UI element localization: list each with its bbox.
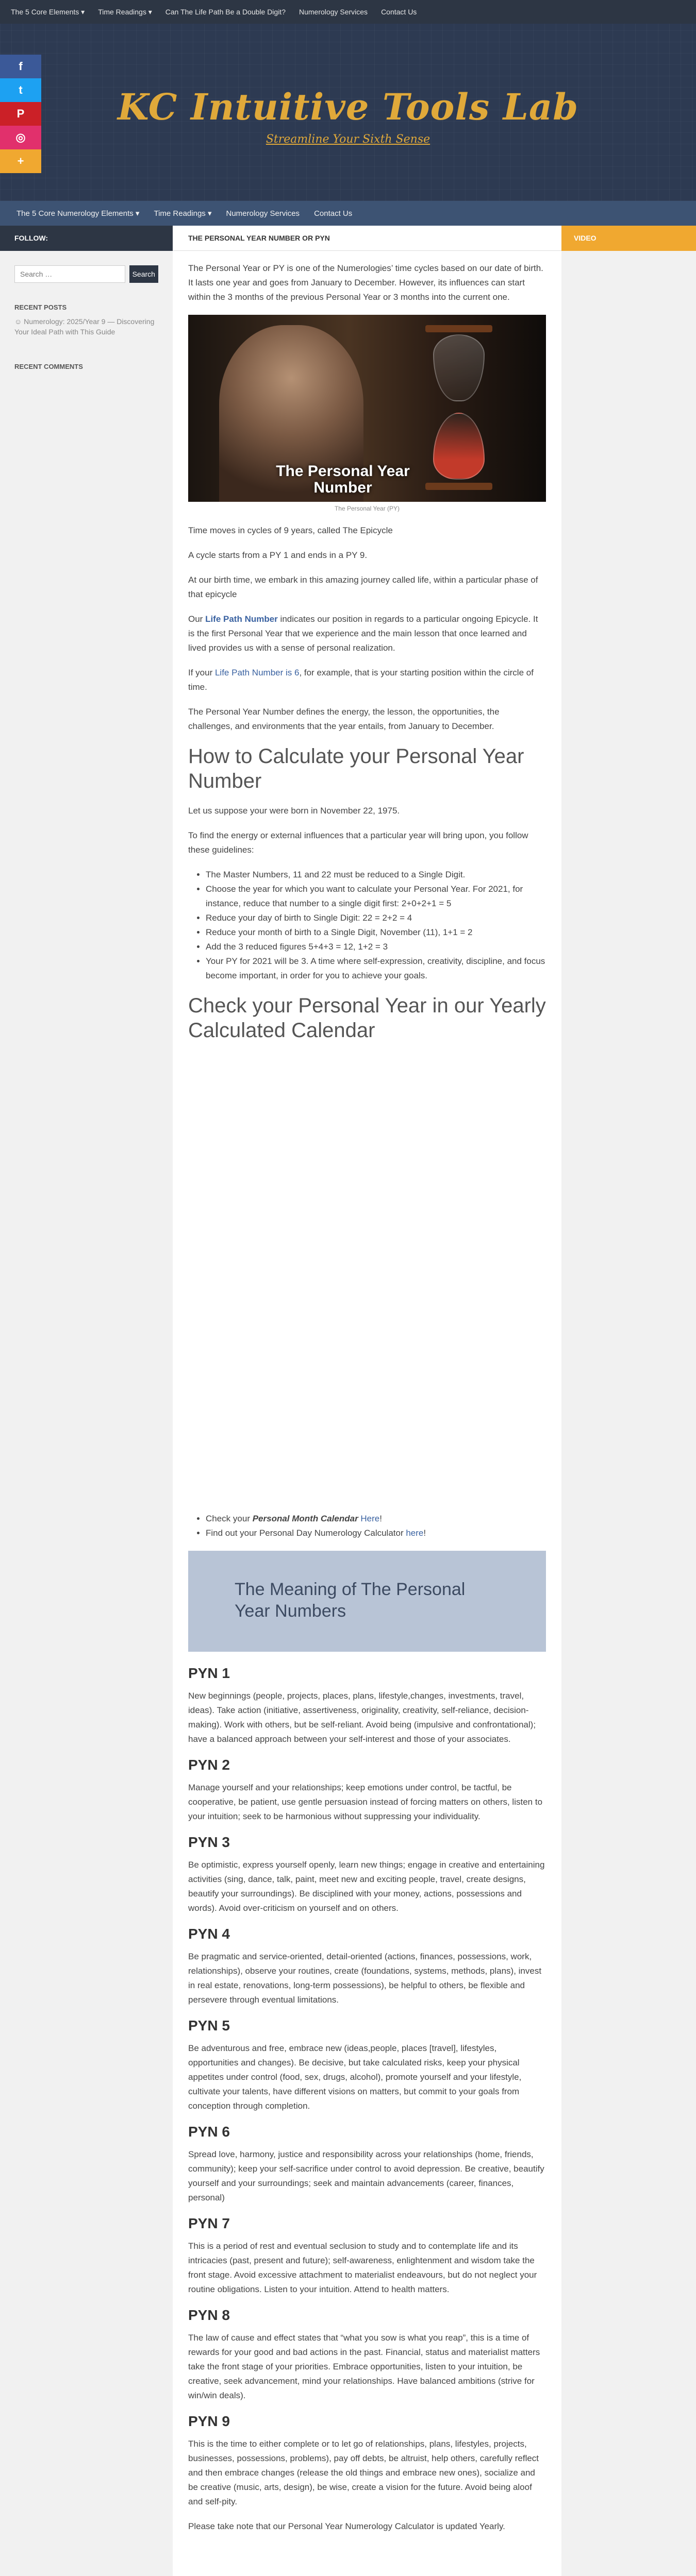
meaning-banner: The Meaning of The Personal Year Numbers: [188, 1551, 546, 1652]
intro-paragraph: The Personal Year or PY is one of the Numerologies’ time cycles based on our date of birth. It lasts one year and goes from January to December. However, its influences can start within the 3 months of the previous Personal Year or 3 months into the current one.: [188, 263, 543, 302]
nav-item-contact[interactable]: Contact Us: [314, 209, 353, 218]
calendar-embed: [188, 1053, 546, 1512]
pyn-heading: PYN 6: [188, 2124, 230, 2140]
list-item: • Reduce your month of birth to a Single Digit, November (11), 1+1 = 2: [206, 925, 546, 940]
check-calendar-heading: Check your Personal Year in our Yearly Calculated Calendar: [188, 994, 546, 1042]
paragraph-guidelines: To find the energy or external influences that a particular year will bring upon, you follow these guidelines:: [188, 831, 528, 855]
pyn-description: Manage yourself and your relationships; keep emotions under control, be tactful, be cooperative, be patient, use gentle persuasion instead of forcing matters on others, listen to your intuition; seek to be harmonious without suppressing your individuality.: [188, 1783, 543, 1821]
nav-item-services[interactable]: Numerology Services: [226, 209, 300, 218]
facebook-icon[interactable]: f: [0, 55, 41, 78]
topnav-item-contact[interactable]: Contact Us: [381, 8, 417, 16]
pyn-description: Spread love, harmony, justice and responsibility across your relationships (home, friends, community); keep your self-sacrifice under control to avoid depression. Be creative, beautify yourself and your surroundings; seek and maintain advancements (career, finances, personal): [188, 2149, 544, 2202]
paragraph-life-path: Our Life Path Number indicates our position in regards to a particular ongoing Epicycle. It is the first Personal Year that we experience and the main lesson that once learned and lived provides us with a sense of personal realization.: [188, 614, 538, 653]
pyn-heading: PYN 7: [188, 2215, 230, 2231]
video-heading: VIDEO: [561, 226, 696, 251]
list-item: • Find out your Personal Day Numerology Calculator here!: [206, 1526, 546, 1540]
list-item: • Your PY for 2021 will be 3. A time where self-expression, creativity, discipline, and focus become important, in order for you to achieve your goals.: [206, 954, 546, 983]
pyn-description: New beginnings (people, projects, places, plans, lifestyle,changes, investments, travel, ideas). Take action (initiative, assertiveness, originality, creativity, self-reliance, decision-making). Work with others, but be self-reliant. Avoid being (impulsive and confrontational); have a balanced approach between your self-interest and those of your associates.: [188, 1691, 536, 1744]
paragraph-epicycle: Time moves in cycles of 9 years, called The Epicycle: [188, 526, 393, 535]
recent-posts-heading: RECENT POSTS: [14, 303, 67, 311]
pyn-heading: PYN 5: [188, 2018, 230, 2033]
life-path-link[interactable]: Life Path Number: [205, 614, 278, 624]
recent-post-link[interactable]: ☺ Numerology: 2025/Year 9 — Discovering Your Ideal Path with This Guide: [14, 317, 155, 336]
recent-comments-heading: RECENT COMMENTS: [14, 363, 83, 370]
right-sidebar: [561, 226, 696, 2576]
pyn-heading: PYN 2: [188, 1757, 230, 1773]
follow-heading: FOLLOW:: [0, 226, 173, 251]
hero-image: [188, 315, 546, 502]
site-tagline[interactable]: Streamline Your Sixth Sense: [266, 133, 430, 146]
topnav-item-services[interactable]: Numerology Services: [299, 8, 368, 16]
share-more-icon[interactable]: +: [0, 149, 41, 173]
hourglass-image: [425, 325, 492, 490]
list-item: • Check your Personal Month Calendar Here!: [206, 1512, 546, 1526]
list-item: • Choose the year for which you want to calculate your Personal Year. For 2021, for instance, reduce that number to a single digit first: 2+0+2+1 = 5: [206, 882, 546, 911]
site-title[interactable]: KC Intuitive Tools Lab: [117, 86, 579, 128]
site-header: [0, 24, 696, 201]
nav-item-time-readings[interactable]: Time Readings ▾: [154, 209, 212, 218]
top-navigation: [0, 0, 696, 24]
twitter-icon[interactable]: t: [0, 78, 41, 102]
links-list: [206, 1512, 546, 1540]
topnav-item-life-path-double[interactable]: Can The Life Path Be a Double Digit?: [165, 8, 286, 16]
hero-title: The Personal Year Number: [276, 463, 410, 496]
list-item: • Add the 3 reduced figures 5+4+3 = 12, 1+2 = 3: [206, 940, 546, 954]
paragraph-birth: At our birth time, we embark in this amazing journey called life, within a particular phase of that epicycle: [188, 575, 538, 599]
pyn-description: This is a period of rest and eventual seclusion to study and to contemplate life and its intricacies (past, present and future); self-awareness, enlightenment and wisdom take the front stage. Avoid excessive attachment to materialist endeavours, but do not neglect your routine obligations. Listen to your intuition. Attend to health matters.: [188, 2241, 537, 2294]
calculate-heading: How to Calculate your Personal Year Number: [188, 745, 524, 792]
list-item: • Reduce your day of birth to Single Digit: 22 = 2+2 = 4: [206, 911, 546, 925]
pyn-heading: PYN 3: [188, 1834, 230, 1850]
topnav-item-time-readings[interactable]: Time Readings ▾: [98, 8, 152, 16]
closing-note: Please take note that our Personal Year Numerology Calculator is updated Yearly.: [188, 2521, 505, 2531]
search-button[interactable]: Search: [129, 265, 158, 283]
article: [173, 226, 561, 2576]
pyn-description: Be pragmatic and service-oriented, detail-oriented (actions, finances, possessions, work, relationships), observe your routines, create (foundations, systems, methods, plans), invest in real estate, renovations, long-term possessions), be helpful to others, be flexible and persevere through eventual limitations.: [188, 1952, 542, 2005]
pyn-description: This is the time to either complete or to let go of relationships, plans, lifestyles, projects, businesses, possessions, problems), pay off debts, be altruist, help others, carefully reflect and then embrace changes (release the old things and embrace new ones), socialize and be creative (music, arts, design), be wise, create a vision for the future. Avoid being aloof and self-pity.: [188, 2439, 539, 2506]
topnav-item-core-elements[interactable]: The 5 Core Elements ▾: [11, 8, 85, 16]
page-title: THE PERSONAL YEAR NUMBER OR PYN: [173, 226, 561, 251]
list-item: • The Master Numbers, 11 and 22 must be reduced to a Single Digit.: [206, 868, 546, 882]
main-navigation: [0, 201, 696, 226]
personal-day-link[interactable]: here: [406, 1528, 424, 1538]
steps-list: [206, 868, 546, 983]
nav-item-core-elements[interactable]: The 5 Core Numerology Elements ▾: [16, 209, 140, 218]
paragraph-life-path-6: If your Life Path Number is 6, for example, that is your starting position within the circle of time.: [188, 668, 534, 692]
left-sidebar: [0, 226, 173, 2576]
personal-month-link[interactable]: Here: [360, 1514, 380, 1523]
pyn-heading: PYN 8: [188, 2307, 230, 2323]
pyn-description: Be optimistic, express yourself openly, learn new things; engage in creative and entertaining activities (sing, dance, talk, paint, meet new and exciting people, travel, create designs, beautify your surroundings). Be disciplined with your money, actions, possessions and words). Avoid over-criticism on yourself and on others.: [188, 1860, 545, 1913]
search-form: [0, 265, 173, 283]
life-path-6-link[interactable]: Life Path Number is 6: [214, 668, 300, 677]
paragraph-pyn-defines: The Personal Year Number defines the energy, the lesson, the opportunities, the challenges, and environments that the year entails, from January to December.: [188, 707, 500, 731]
instagram-icon[interactable]: ◎: [0, 126, 41, 149]
pyn-heading: PYN 9: [188, 2413, 230, 2429]
pyn-heading: PYN 4: [188, 1926, 230, 1942]
pyn-heading: PYN 1: [188, 1665, 230, 1681]
pinterest-icon[interactable]: P: [0, 102, 41, 126]
search-input[interactable]: [14, 265, 125, 283]
paragraph-cycle: A cycle starts from a PY 1 and ends in a PY 9.: [188, 550, 368, 560]
pyn-description: The law of cause and effect states that “what you sow is what you reap”, this is a time of rewards for your good and bad actions in the past. Financial, status and materialist matters take the front stage of your priorities. Embrace opportunities, listen to your intuition, be creative, seek advancement, mind your relationships. Have balanced ambitions (strive for win/win deals).: [188, 2333, 540, 2400]
pyn-description: Be adventurous and free, embrace new (ideas,people, places [travel], lifestyles, opportunities and changes). Be decisive, but take calculated risks, keep your physical appetites under control (food, sex, drugs, alcohol), promote yourself and your lifestyle, cultivate your talents, have different visions on matters, but commit to your goals from conception through completion.: [188, 2043, 522, 2111]
image-caption: The Personal Year (PY): [334, 505, 400, 512]
paragraph-example: Let us suppose your were born in November 22, 1975.: [188, 806, 400, 816]
